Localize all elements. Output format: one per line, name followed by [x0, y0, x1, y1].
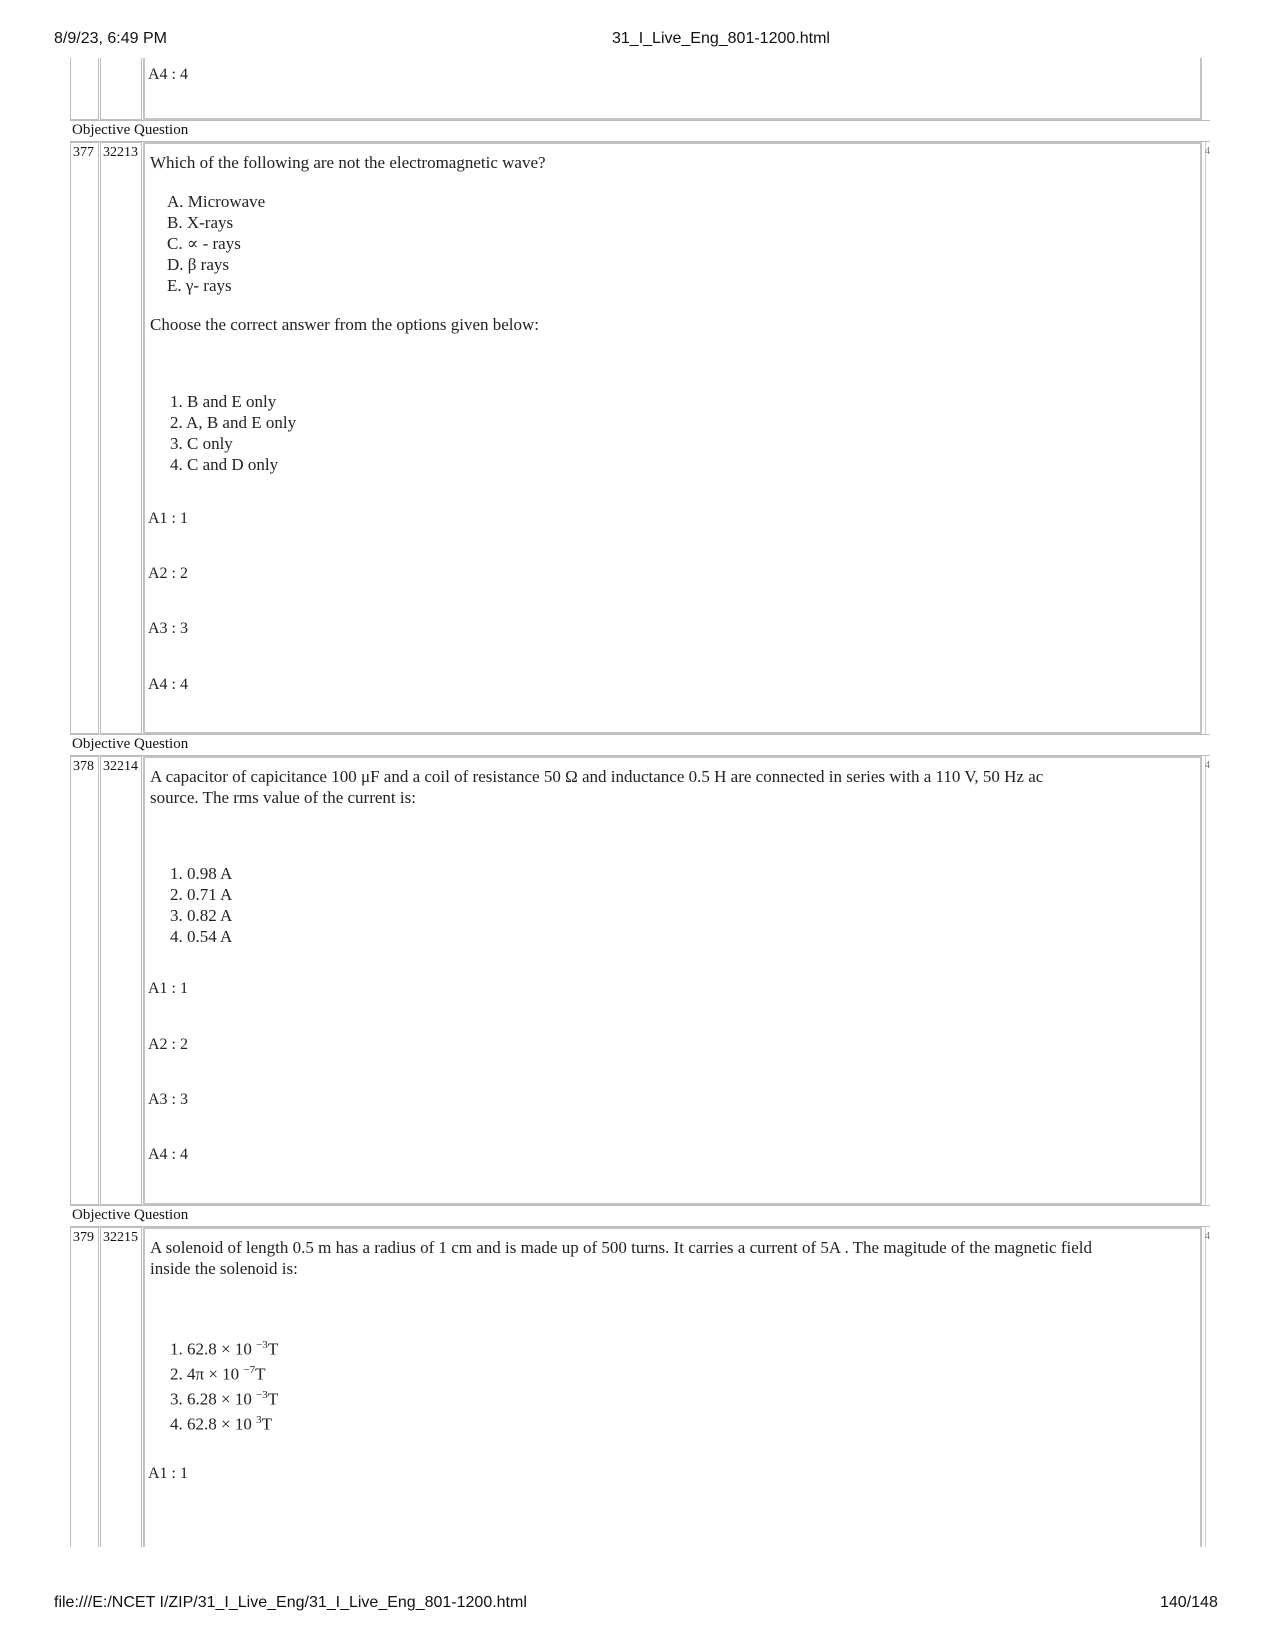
answer-a4: A4 : 4	[148, 1146, 188, 1163]
section-label: Objective Question	[70, 1205, 1210, 1227]
answer-a4: A4 : 4	[148, 676, 188, 693]
question-378: 378 32214 4 A capacitor of capicitance 100 μF and a coil of resistance 50 Ω and inductance 0.5 H are connected in series with a 110 V, 50 Hz ac source. The rms value of the current is: 1. 0.98 A 2. 0.71 A 3. 0.82 A 4. 0.54 A A1 : 1 A2 : 2 A3 : 3 A4 : 4	[70, 756, 1210, 1205]
question-id: 32213	[103, 145, 138, 160]
question-379: 379 32215 4 A solenoid of length 0.5 m has a radius of 1 cm and is made up of 500 turns. It carries a current of 5A . The magitude of the magnetic field inside the solenoid is: 1. 62.8 × 10 $^{-3}$T 2. 4π × 10 $^{-7}$T 3. 6.28 × 10 $^{-3}$T 4. 62.8 × 10 $^3$T A1 : 1	[70, 1227, 1210, 1547]
answer-option: 1. 62.8 × 10 $^{-3}$T	[170, 1339, 279, 1359]
list-item: A. Microwave	[167, 192, 266, 211]
answer-option: 3. 6.28 × 10 $^{-3}$T	[170, 1389, 279, 1409]
page-number: 140/148	[1160, 1594, 1218, 1611]
section-label: Objective Question	[70, 734, 1210, 756]
question-instruction: Choose the correct answer from the options given below:	[150, 315, 540, 334]
question-id: 32214	[103, 759, 138, 774]
answer-a4: A4 : 4	[148, 66, 188, 83]
document-title: 31_I_Live_Eng_801-1200.html	[612, 30, 830, 47]
question-text-line1: A solenoid of length 0.5 m has a radius of 1 cm and is made up of 500 turns. It carries a current of 5A . The magitude of the magnetic field	[150, 1238, 1092, 1257]
question-number: 379	[73, 1230, 94, 1245]
answer-option: 4. C and D only	[170, 455, 279, 474]
answer-option: 1. B and E only	[170, 392, 277, 411]
list-item: B. X-rays	[167, 213, 234, 232]
answer-a2: A2 : 2	[148, 1036, 188, 1053]
answer-option: 2. 4π × 10 $^{-7}$T	[170, 1364, 266, 1384]
question-number: 377	[73, 145, 94, 160]
list-item: E. γ- rays	[167, 276, 232, 295]
answer-option: 4. 0.54 A	[170, 927, 233, 946]
list-item: D. β rays	[167, 255, 229, 274]
answer-a1: A1 : 1	[148, 510, 188, 527]
question-text-line1: A capacitor of capicitance 100 μF and a coil of resistance 50 Ω and inductance 0.5 H are connected in series with a 110 V, 50 Hz ac	[150, 767, 1044, 786]
answer-a1: A1 : 1	[148, 1465, 188, 1482]
previous-question-fragment	[70, 58, 1210, 120]
answer-a3: A3 : 3	[148, 620, 188, 637]
answer-option: 3. C only	[170, 434, 233, 453]
question-text: Which of the following are not the electromagnetic wave?	[150, 153, 546, 172]
answer-a2: A2 : 2	[148, 565, 188, 582]
answer-a3: A3 : 3	[148, 1091, 188, 1108]
file-path: file:///E:/NCET I/ZIP/31_I_Live_Eng/31_I_Live_Eng_801-1200.html	[54, 1594, 527, 1611]
print-date: 8/9/23, 6:49 PM	[54, 30, 167, 47]
question-377: 377 32213 4 Which of the following are not the electromagnetic wave? A. Microwave B. X-rays C. ∝ - rays D. β rays E. γ- rays Choose the correct answer from the options given below: 1. B and E only 2. A, B and E only 3. C only 4. C and D only A1 : 1 A2 : 2 A3 : 3 A4 : 4	[70, 142, 1210, 734]
answer-option: 1. 0.98 A	[170, 864, 233, 883]
list-item: C. ∝ - rays	[167, 234, 241, 253]
question-id: 32215	[103, 1230, 138, 1245]
answer-option: 2. A, B and E only	[170, 413, 297, 432]
question-text-line2: inside the solenoid is:	[150, 1259, 298, 1278]
question-table	[70, 58, 1210, 1593]
answer-option: 3. 0.82 A	[170, 906, 233, 925]
answer-option: 4. 62.8 × 10 $^3$T	[170, 1414, 272, 1434]
answer-a1: A1 : 1	[148, 980, 188, 997]
answer-option: 2. 0.71 A	[170, 885, 233, 904]
question-text-line2: source. The rms value of the current is:	[150, 788, 416, 807]
section-label: Objective Question	[70, 120, 1210, 142]
question-number: 378	[73, 759, 94, 774]
